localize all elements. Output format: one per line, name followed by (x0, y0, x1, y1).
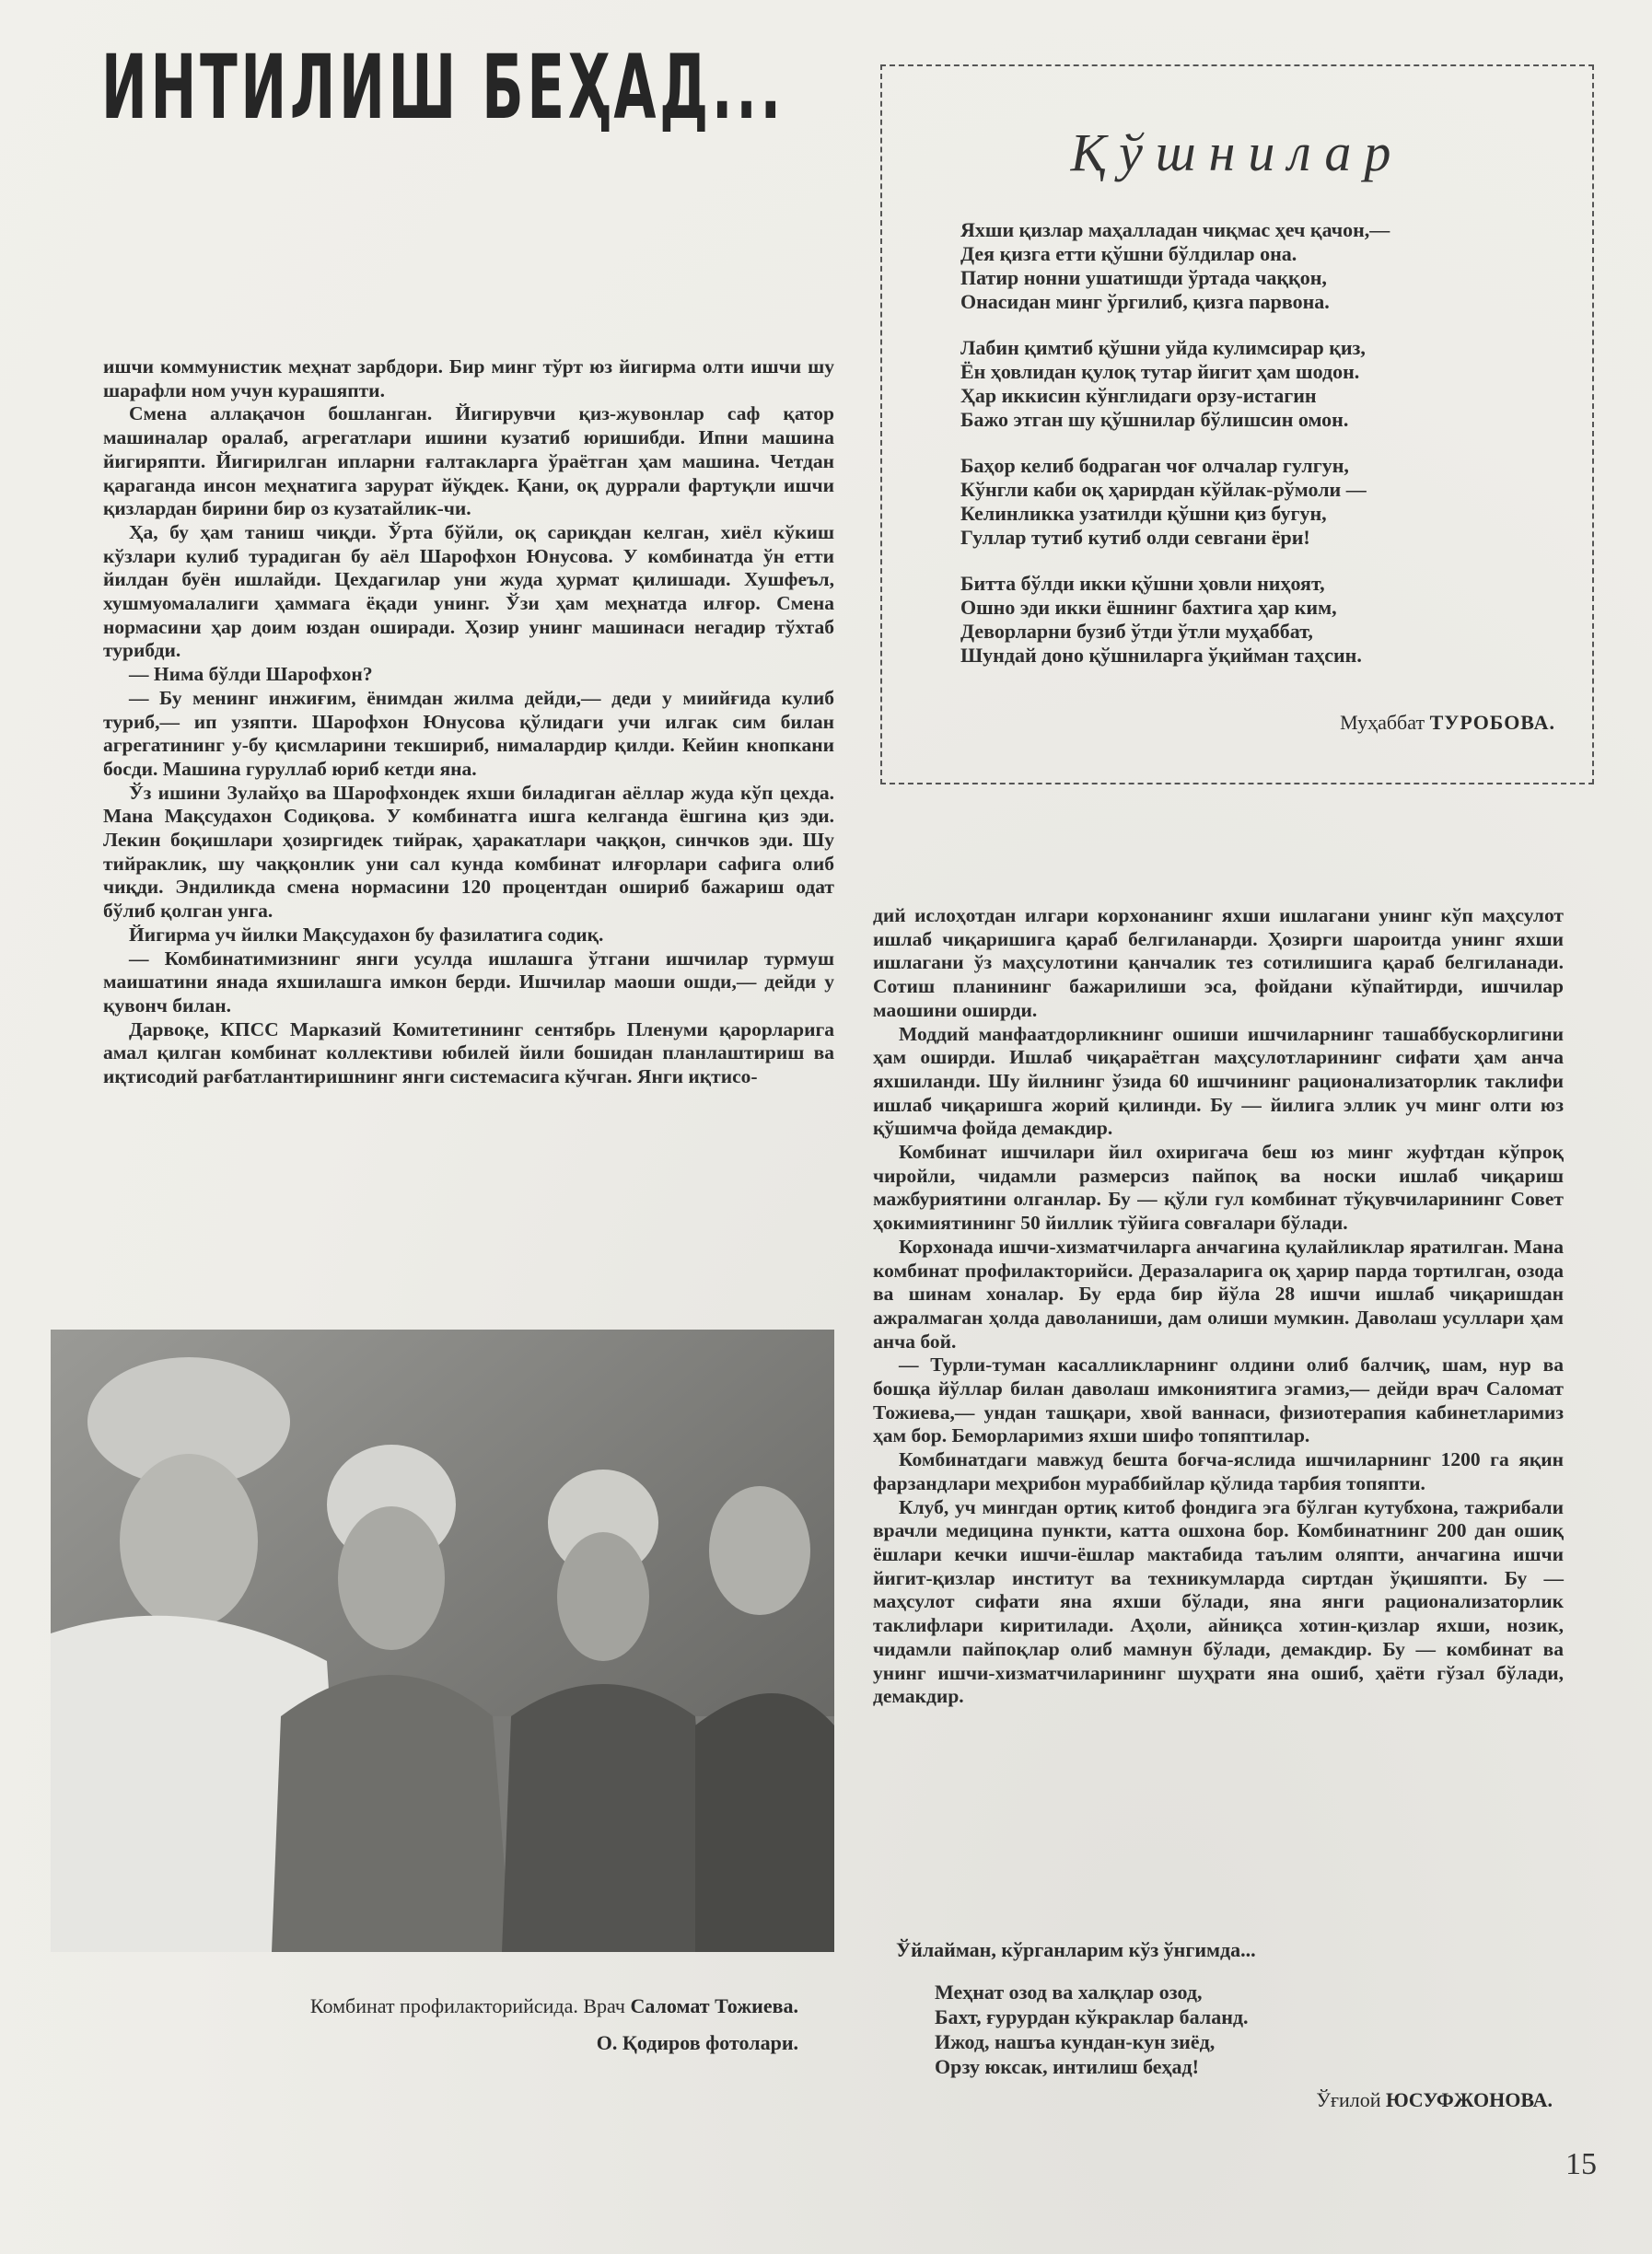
article-title: ИНТИЛИШ БЕҲАД... (101, 36, 785, 139)
article-author (1197, 2088, 1553, 2112)
article-paragraph: Йигирма уч йилки Мақсудахон бу фазилатига содиқ. (129, 923, 604, 946)
article-left-column (103, 355, 834, 1089)
article-paragraph: Моддий манфаатдорликнинг ошиши ишчиларнинг ташаббускорлигини ҳам оширди. Ишлаб чиқараётган маҳсулотларининг сифати ҳам анча яхшиланди. Шу йилнинг ўзида 60 ишчининг рационализаторлик таклифи ишлаб чиқаришга жорий қилинди. Бу — йилига эллик уч минг олти юз қўшимча фойда демакдир. (873, 1022, 1564, 1140)
poem-stanzas (960, 218, 1550, 690)
article-right-column (873, 904, 1564, 1709)
poem-stanza (960, 336, 1550, 432)
closing-poem (935, 1980, 1249, 2079)
article-author-first: Ўғилой (1316, 2088, 1381, 2111)
poem-author (1340, 711, 1555, 735)
article-paragraph: Клуб, уч мингдан ортиқ китоб фондига эга бўлган кутубхона, тажрибали врачли медицина пункти, катта ошхона бор. Комбинатнинг 200 дан ошиқ ёшлари кечки ишчи-ёшлар мактабида таълим оляпти, анчагина ишчи йигит-қизлар институт ва техникумларда сиртдан ўқишяпти. Бу — маҳсулот сифати яна яхши бўлади, яна янги рационализаторлик таклифлари киритилади. Аҳоли, айниқса хотин-қизлар яхши, нозик, чидамли пайпоқлар олиб мамнун бўлади, демакдир. Бу — комбинат ва унинг ишчи-хизматчиларининг шуҳрати яна ошиб, ҳаёти гўзал бўлади, демакдир. (873, 1495, 1564, 1708)
article-paragraph: дий ислоҳотдан илгари корхонанинг яхши ишлагани унинг кўп маҳсулот ишлаб чиқаришига қараб белгиланарди. Ҳозирги шароитда унинг яхши ишлагани ўз маҳсулотини қанчалик тез сотилишига қараб белгиланади. Сотиш планининг бажарилиши эса, фойдани кўпайтирди, ишчилар маошини оширди. (873, 904, 1564, 1021)
article-paragraph: — Нима бўлди Шарофхон? (129, 663, 373, 686)
poem-line: Шундай доно қўшниларга ўқийман таҳсин. (960, 644, 1362, 667)
closing-poem-line: Бахт, ғурурдан кўкраклар баланд. (935, 2005, 1249, 2028)
poem-line: Бажо этган шу қўшнилар бўлишсин омон. (960, 408, 1349, 431)
poem-line: Кўнгли каби оқ ҳарирдан кўйлак-рўмоли — (960, 478, 1367, 501)
poem-stanza (960, 572, 1550, 668)
poem-line: Деворларни бузиб ўтди ўтли муҳаббат, (960, 620, 1313, 643)
poem-author-last: ТУРОБОВА. (1429, 711, 1555, 734)
poem-line: Гуллар тутиб кутиб олди севгани ёри! (960, 526, 1310, 549)
poem-line: Яхши қизлар маҳалладан чиқмас ҳеч қачон,— (960, 218, 1390, 241)
article-author-last: ЮСУФЖОНОВА. (1386, 2088, 1553, 2111)
poem-line: Онасидан минг ўргилиб, қизга парвона. (960, 290, 1330, 313)
article-paragraph: — Бу менинг инжиғим, ёнимдан жилма дейди,— деди у миийғида кулиб туриб,— ип узяпти. Шарофхон Юнусова қўлидаги учи илгак сим билан агрегатининг у-бу қисмларини текшириб, нималардир қилди. Кейин кнопкани босди. Машина гуруллаб юриб кетди яна. (103, 686, 834, 780)
closing-poem-line: Меҳнат озод ва халқлар озод, (935, 1981, 1203, 2004)
article-paragraph: Ўз ишини Зулайҳо ва Шарофхондек яхши биладиган аёллар жуда кўп цехда. Мана Мақсудахон Содиқова. У комбинатга ишга келганда ёшгина қиз эди. Лекин боқишлари ҳозиргидек тийрак, ҳаракатлари чаққон, синчков эди. Шу тийраклик, шу чаққонлик уни сал кунда комбинат илғорлари сафига олиб чиқди. Эндиликда смена нормасини 120 процентдан ошириб бажариш одат бўлиб қолган унга. (103, 781, 834, 923)
poem-line: Битта бўлди икки қўшни ҳовли ниҳоят, (960, 572, 1325, 595)
article-paragraph: Корхонада ишчи-хизматчиларга анчагина қулайликлар яратилган. Мана комбинат профилакторийси. Деразаларига оқ ҳарир парда тортилган, озода ва шинам хоналар. Бу ерда бир йўла 28 ишчи ишлаб чиқаришдан ажралмаган ҳолда даволаниши, дам олиши мумкин. Даволаш усуллари ҳам анча бой. (873, 1235, 1564, 1353)
poem-stanza (960, 218, 1550, 314)
poem-line: Ҳар иккисин кўнглидаги орзу-истагин (960, 384, 1317, 407)
caption-name: Саломат Тожиева. (630, 1994, 798, 2017)
poem-line: Дея қизга етти қўшни бўлдилар она. (960, 242, 1297, 265)
photo-women-in-clinic (51, 1330, 834, 1952)
poem-line: Патир нонни ушатишди ўртада чаққон, (960, 266, 1327, 289)
article-paragraph: — Комбинатимизнинг янги усулда ишлашга ўтгани ишчилар турмуш маишатини янада яхшилашга имкон берди. Ишчилар маоши ошди,— дейди у қувонч билан. (103, 947, 834, 1017)
article-paragraph: — Турли-туман касалликларнинг олдини олиб балчиқ, шам, нур ва бошқа йўллар билан даволаш имкониятига эгамиз,— дейди врач Саломат Тожиева,— ундан ташқари, хвой ваннаси, физиотерапия кабинетларимиз ҳам бор. Беморларимиз яхши шифо топяптилар. (873, 1354, 1564, 1447)
poem-line: Келинликка узатилди қўшни қиз бугун, (960, 502, 1327, 525)
poem-line: Баҳор келиб бодраган чоғ олчалар гулгун, (960, 454, 1349, 477)
poem-line: Ошно эди икки ёшнинг бахтига ҳар ким, (960, 596, 1337, 619)
poem-line: Ён ҳовлидан қулоқ тутар йигит ҳам шодон. (960, 360, 1360, 383)
poem-author-first: Муҳаббат (1340, 711, 1425, 734)
caption-text: Комбинат профилакторийсида. Врач (309, 1994, 625, 2017)
article-paragraph: Смена аллақачон бошланган. Йигирувчи қиз-жувонлар саф қатор машиналар оралаб, агрегатлари ишини кузатиб юришибди. Ипни машина йигиряпти. Йигирилган ипларни ғалтакларга ўраётган ҳам машина. Четдан қараганда инсон меҳнатига зарурат йўқдек. Қани, оқ дуррали фартуқли ишчи қизлардан бирини бир оз кузатайлик-чи. (103, 402, 834, 520)
article-paragraph: ишчи коммунистик меҳнат зарбдори. Бир минг тўрт юз йигирма олти ишчи шу шарафли ном учун курашяпти. (103, 355, 834, 401)
photo-credit: О. Қодиров фотолари. (596, 2031, 798, 2054)
article-paragraph: Комбинатдаги мавжуд бешта боғча-яслида ишчиларнинг 1200 га яқин фарзандлари меҳрибон мураббийлар қўлида тарбия топяпти. (873, 1448, 1564, 1494)
article-paragraph: Ҳа, бу ҳам таниш чиқди. Ўрта бўйли, оқ сариқдан келган, хиёл кўкиш кўзлари кулиб турадиган бу аёл Шарофхон Юнусова. У комбинатда ўн етти йилдан буён ишлайди. Цехдагилар уни жуда ҳурмат қилишади. Хушфеъл, хушмуомалалиги ҳаммага ёқади унинг. Ўзи ҳам меҳнатда илғор. Смена нормасини ҳар доим юздан оширади. Ҳозир унинг машинаси негадир тўхтаб турибди. (103, 520, 834, 662)
closing-intro: Ўйлайман, кўрганларим кўз ўнгимда... (896, 1938, 1256, 1961)
page-number: 15 (1565, 2147, 1597, 2181)
closing-poem-line: Ижод, нашъа кундан-кун зиёд, (935, 2030, 1216, 2053)
article-paragraph: Комбинат ишчилари йил охиригача беш юз минг жуфтдан кўпроқ чиройли, чидамли размерсиз пайпоқ ва носки ишлаб чиқариш мажбуриятини олганлар. Бу — қўли гул комбинат тўқувчиларининг Совет ҳокимиятининг 50 йиллик тўйига совғалари бўлади. (873, 1141, 1564, 1235)
poem-line: Лабин қимтиб қўшни уйда кулимсирар қиз, (960, 336, 1366, 359)
photo-caption (93, 1994, 798, 2018)
article-photo (51, 1330, 834, 1952)
poem-box (880, 64, 1594, 784)
poem-title: Қўшнилар (1070, 122, 1404, 182)
closing-poem-line: Орзу юксак, интилиш беҳад! (935, 2055, 1199, 2078)
poem-stanza (960, 454, 1550, 550)
article-paragraph: Дарвоқе, КПСС Марказий Комитетининг сентябрь Пленуми қарорларига амал қилган комбинат коллективи юбилей йили бошидан планлаштириш ва иқтисодий рағбатлантиришнинг янги системасига кўчган. Янги иқтисо- (103, 1017, 834, 1088)
